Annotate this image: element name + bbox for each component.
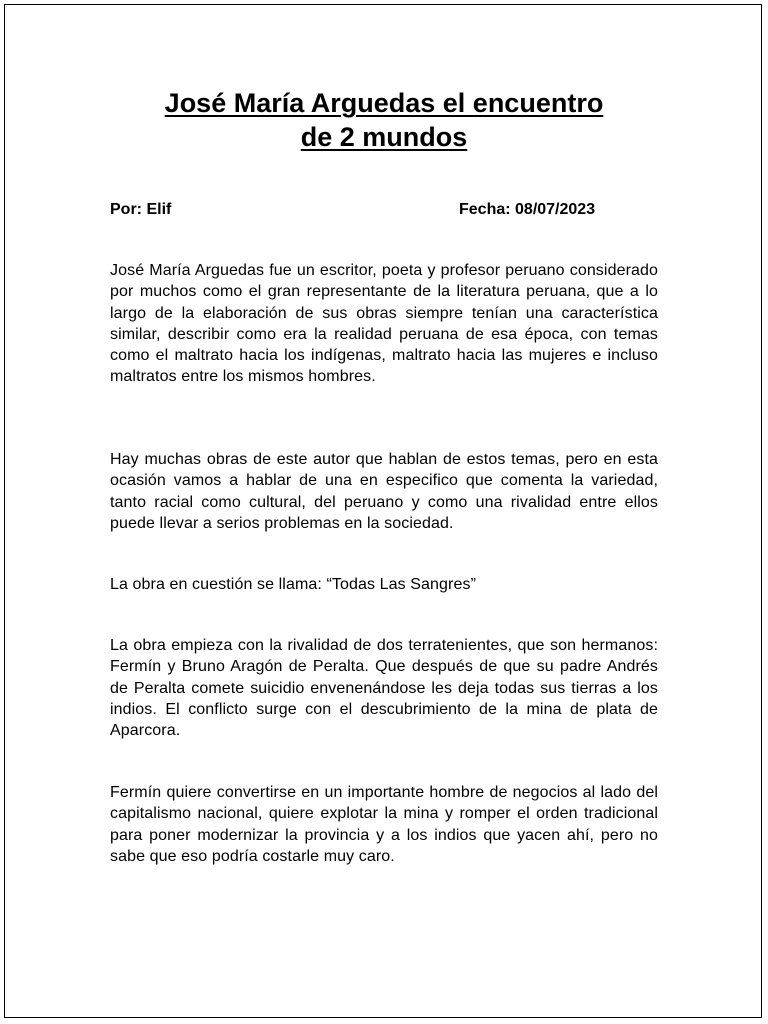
paragraph-fermin: Fermín quiere convertirse en un importante hombre de negocios al lado del capitalismo nacional, quiere explotar la mina y romper el orden tradicional para poner modernizar la provincia y a los indios que yacen ahí, pero no sabe que eso podría costarle muy caro. [110,784,658,865]
paragraph-intro: José María Arguedas fue un escritor, poeta y profesor peruano considerado por muchos como el gran representante de la literatura peruana, que a lo largo de la elaboración de sus obras siempre tenían una característica similar, describir como era la realidad peruana de esa época, con temas como el maltrato hacia los indígenas, maltrato hacia las mujeres e incluso maltratos entre los mismos hombres. [110,262,658,386]
title-line-2: de 2 mundos [300,122,468,152]
paragraph-plot: La obra empieza con la rivalidad de dos terratenientes, que son hermanos: Fermín y Bruno Aragón de Peralta. Que después de que su padre Andrés de Peralta comete suicidio envenenándose les deja todas sus tierras a los indios. El conflicto surge con el descubrimiento de la mina de plata de Aparcora. [110,637,658,740]
document-title [110,86,658,154]
title-line-1: José María Arguedas el encuentro [164,88,604,118]
date-label: Fecha: 08/07/2023 [459,201,596,218]
author-label: Por: Elif [110,201,172,218]
paragraph-themes: Hay muchas obras de este autor que hablan de estos temas, pero en esta ocasión vamos a hablar de una en especifico que comenta la variedad, tanto racial como cultural, del peruano y como una rivalidad entre ellos puede llevar a serios problemas en la sociedad. [110,451,658,532]
byline [110,199,658,221]
paragraph-work-title: La obra en cuestión se llama: “Todas Las Sangres” [110,576,476,593]
